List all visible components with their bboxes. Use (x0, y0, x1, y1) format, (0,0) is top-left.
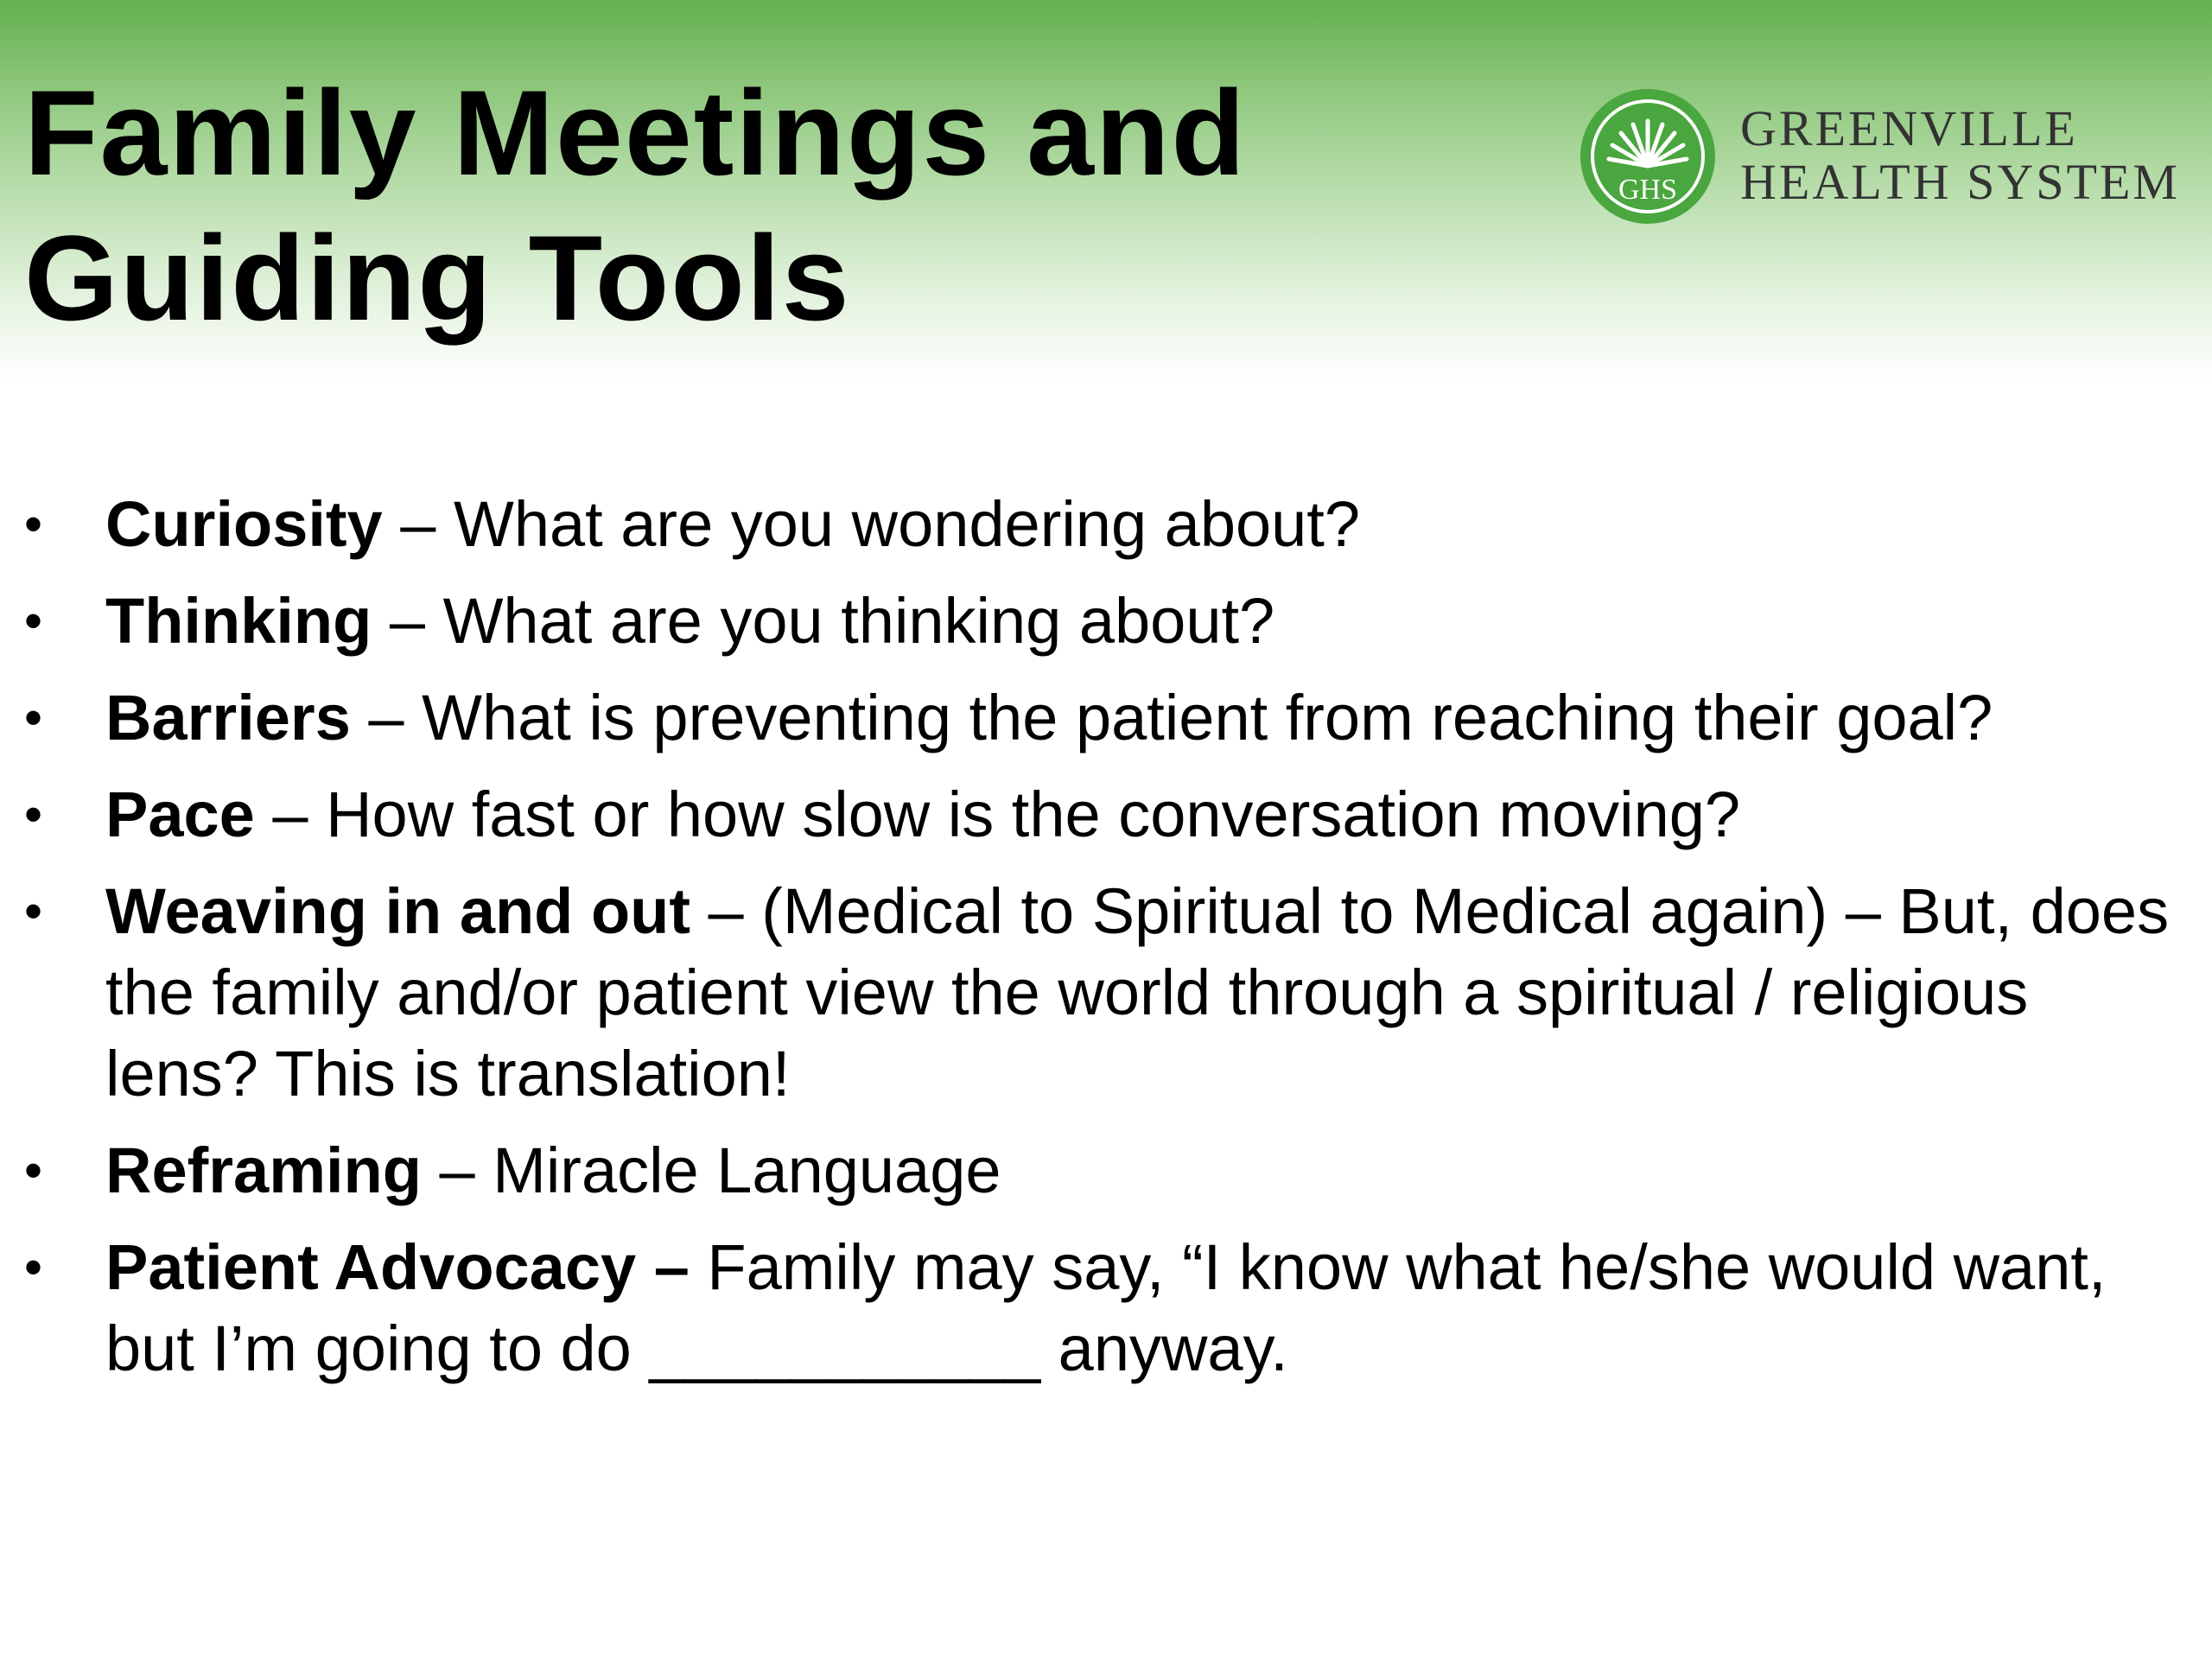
bullet-list (0, 484, 2212, 1405)
bullet-dot-icon: • (24, 495, 43, 553)
bullet-weaving (0, 871, 2212, 1115)
title-line-1: Family Meetings and (24, 65, 1247, 200)
bullet-patient-advocacy (0, 1227, 2212, 1389)
palm-seal-icon (1578, 86, 1718, 226)
bullet-term: Pace (105, 779, 255, 850)
bullet-dot-icon: • (24, 1141, 43, 1199)
bullet-term: Weaving in and out (105, 875, 690, 947)
bullet-text: – What is preventing the patient from reaching their goal? (350, 682, 1993, 753)
logo-monogram: GHS (1618, 174, 1678, 206)
bullet-term: Barriers (105, 682, 351, 753)
bullet-barriers (0, 677, 2212, 759)
logo-wordmark (1740, 102, 2180, 209)
logo-name-line-2: HEALTH SYSTEM (1740, 154, 2180, 210)
bullet-text: Family may say, “I know what he/she would want, but I’m going to do ___________ anyway. (105, 1231, 2107, 1384)
bullet-text: – (Medical to Spiritual to Medical again) – But, does the family and/or patient view the world through a spiritual / religious lens? This is translation! (105, 875, 2170, 1109)
bullet-curiosity (0, 484, 2212, 565)
bullet-dot-icon: • (24, 689, 43, 747)
bullet-pace (0, 774, 2212, 855)
bullet-dot-icon: • (24, 785, 43, 843)
logo-name-line-1: GREENVILLE (1740, 100, 2078, 156)
bullet-text: – What are you wondering about? (382, 488, 1361, 560)
bullet-text: – What are you thinking about? (372, 585, 1275, 657)
slide-title (24, 60, 1247, 351)
bullet-dot-icon: • (24, 1238, 43, 1296)
bullet-term: Reframing (105, 1135, 422, 1206)
bullet-term: Patient Advocacy – (105, 1231, 690, 1303)
bullet-reframing (0, 1130, 2212, 1211)
bullet-thinking (0, 581, 2212, 662)
bullet-text: – How fast or how slow is the conversation moving? (254, 779, 1741, 850)
bullet-term: Thinking (105, 585, 372, 657)
ghs-logo (1578, 86, 2180, 229)
slide-header (0, 0, 2212, 380)
bullet-term: Curiosity (105, 488, 383, 560)
title-line-2: Guiding Tools (24, 210, 851, 346)
bullet-text: – Miracle Language (421, 1135, 1001, 1206)
bullet-dot-icon: • (24, 592, 43, 650)
bullet-dot-icon: • (24, 882, 43, 940)
